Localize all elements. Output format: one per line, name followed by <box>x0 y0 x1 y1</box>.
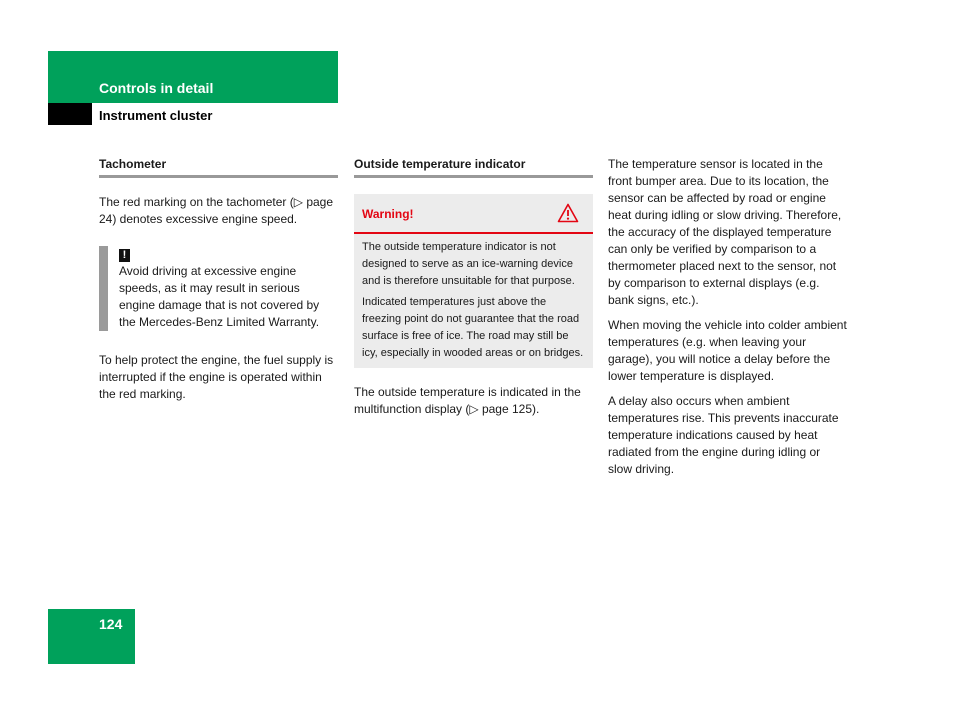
note-bar <box>99 246 108 331</box>
exclamation-icon: ! <box>119 249 130 262</box>
tachometer-intro: The red marking on the tachometer (▷ page 24) denotes excessive engine speed. <box>99 195 334 226</box>
column-sensor <box>608 156 847 478</box>
note-text: Avoid driving at excessive engine speeds, as it may result in serious engine damage that is not covered by the Mercedes-Benz Limited Warranty. <box>119 264 320 329</box>
sensor-paragraph-2: When moving the vehicle into colder ambient temperatures (e.g. when leaving your garage), you will notice a delay before the lower temperature is displayed. <box>608 318 847 383</box>
sensor-paragraph-1: The temperature sensor is located in the front bumper area. Due to its location, the sensor can be affected by road or engine heat during idling or slow driving. Therefore, the accuracy of the displayed temperature can only be verified by comparison to a thermometer placed next to the sensor, not by comparison to external displays (e.g. bank signs, etc.). <box>608 157 842 307</box>
section-subtitle: Instrument cluster <box>99 108 213 123</box>
column-tachometer <box>99 156 338 403</box>
section-title: Controls in detail <box>99 80 214 96</box>
warning-text-1: The outside temperature indicator is not designed to serve as an ice-warning device and is therefore unsuitable for that purpose. <box>362 241 575 287</box>
column-outside-temperature <box>354 156 593 418</box>
caution-note <box>99 246 338 331</box>
page-number: 124 <box>99 616 123 632</box>
warning-header <box>354 194 593 234</box>
tachometer-heading: Tachometer <box>99 156 338 178</box>
warning-box <box>354 194 593 368</box>
warning-label: Warning! <box>362 207 414 221</box>
header-marker <box>48 103 92 125</box>
sensor-paragraph-3: A delay also occurs when ambient temperatures rise. This prevents inaccurate temperature indications caused by heat radiated from the engine during idling or slow driving. <box>608 394 839 476</box>
warning-triangle-icon <box>557 203 579 223</box>
warning-text-2: Indicated temperatures just above the freezing point do not guarantee that the road surface is free of ice. The road may still be icy, especially in wooded areas or on bridges. <box>362 296 584 359</box>
fuel-cutoff-text: To help protect the engine, the fuel supply is interrupted if the engine is operated within the red marking. <box>99 353 334 401</box>
outside-temp-heading: Outside temperature indicator <box>354 156 593 178</box>
display-text: The outside temperature is indicated in the multifunction display (▷ page 125). <box>354 385 581 416</box>
